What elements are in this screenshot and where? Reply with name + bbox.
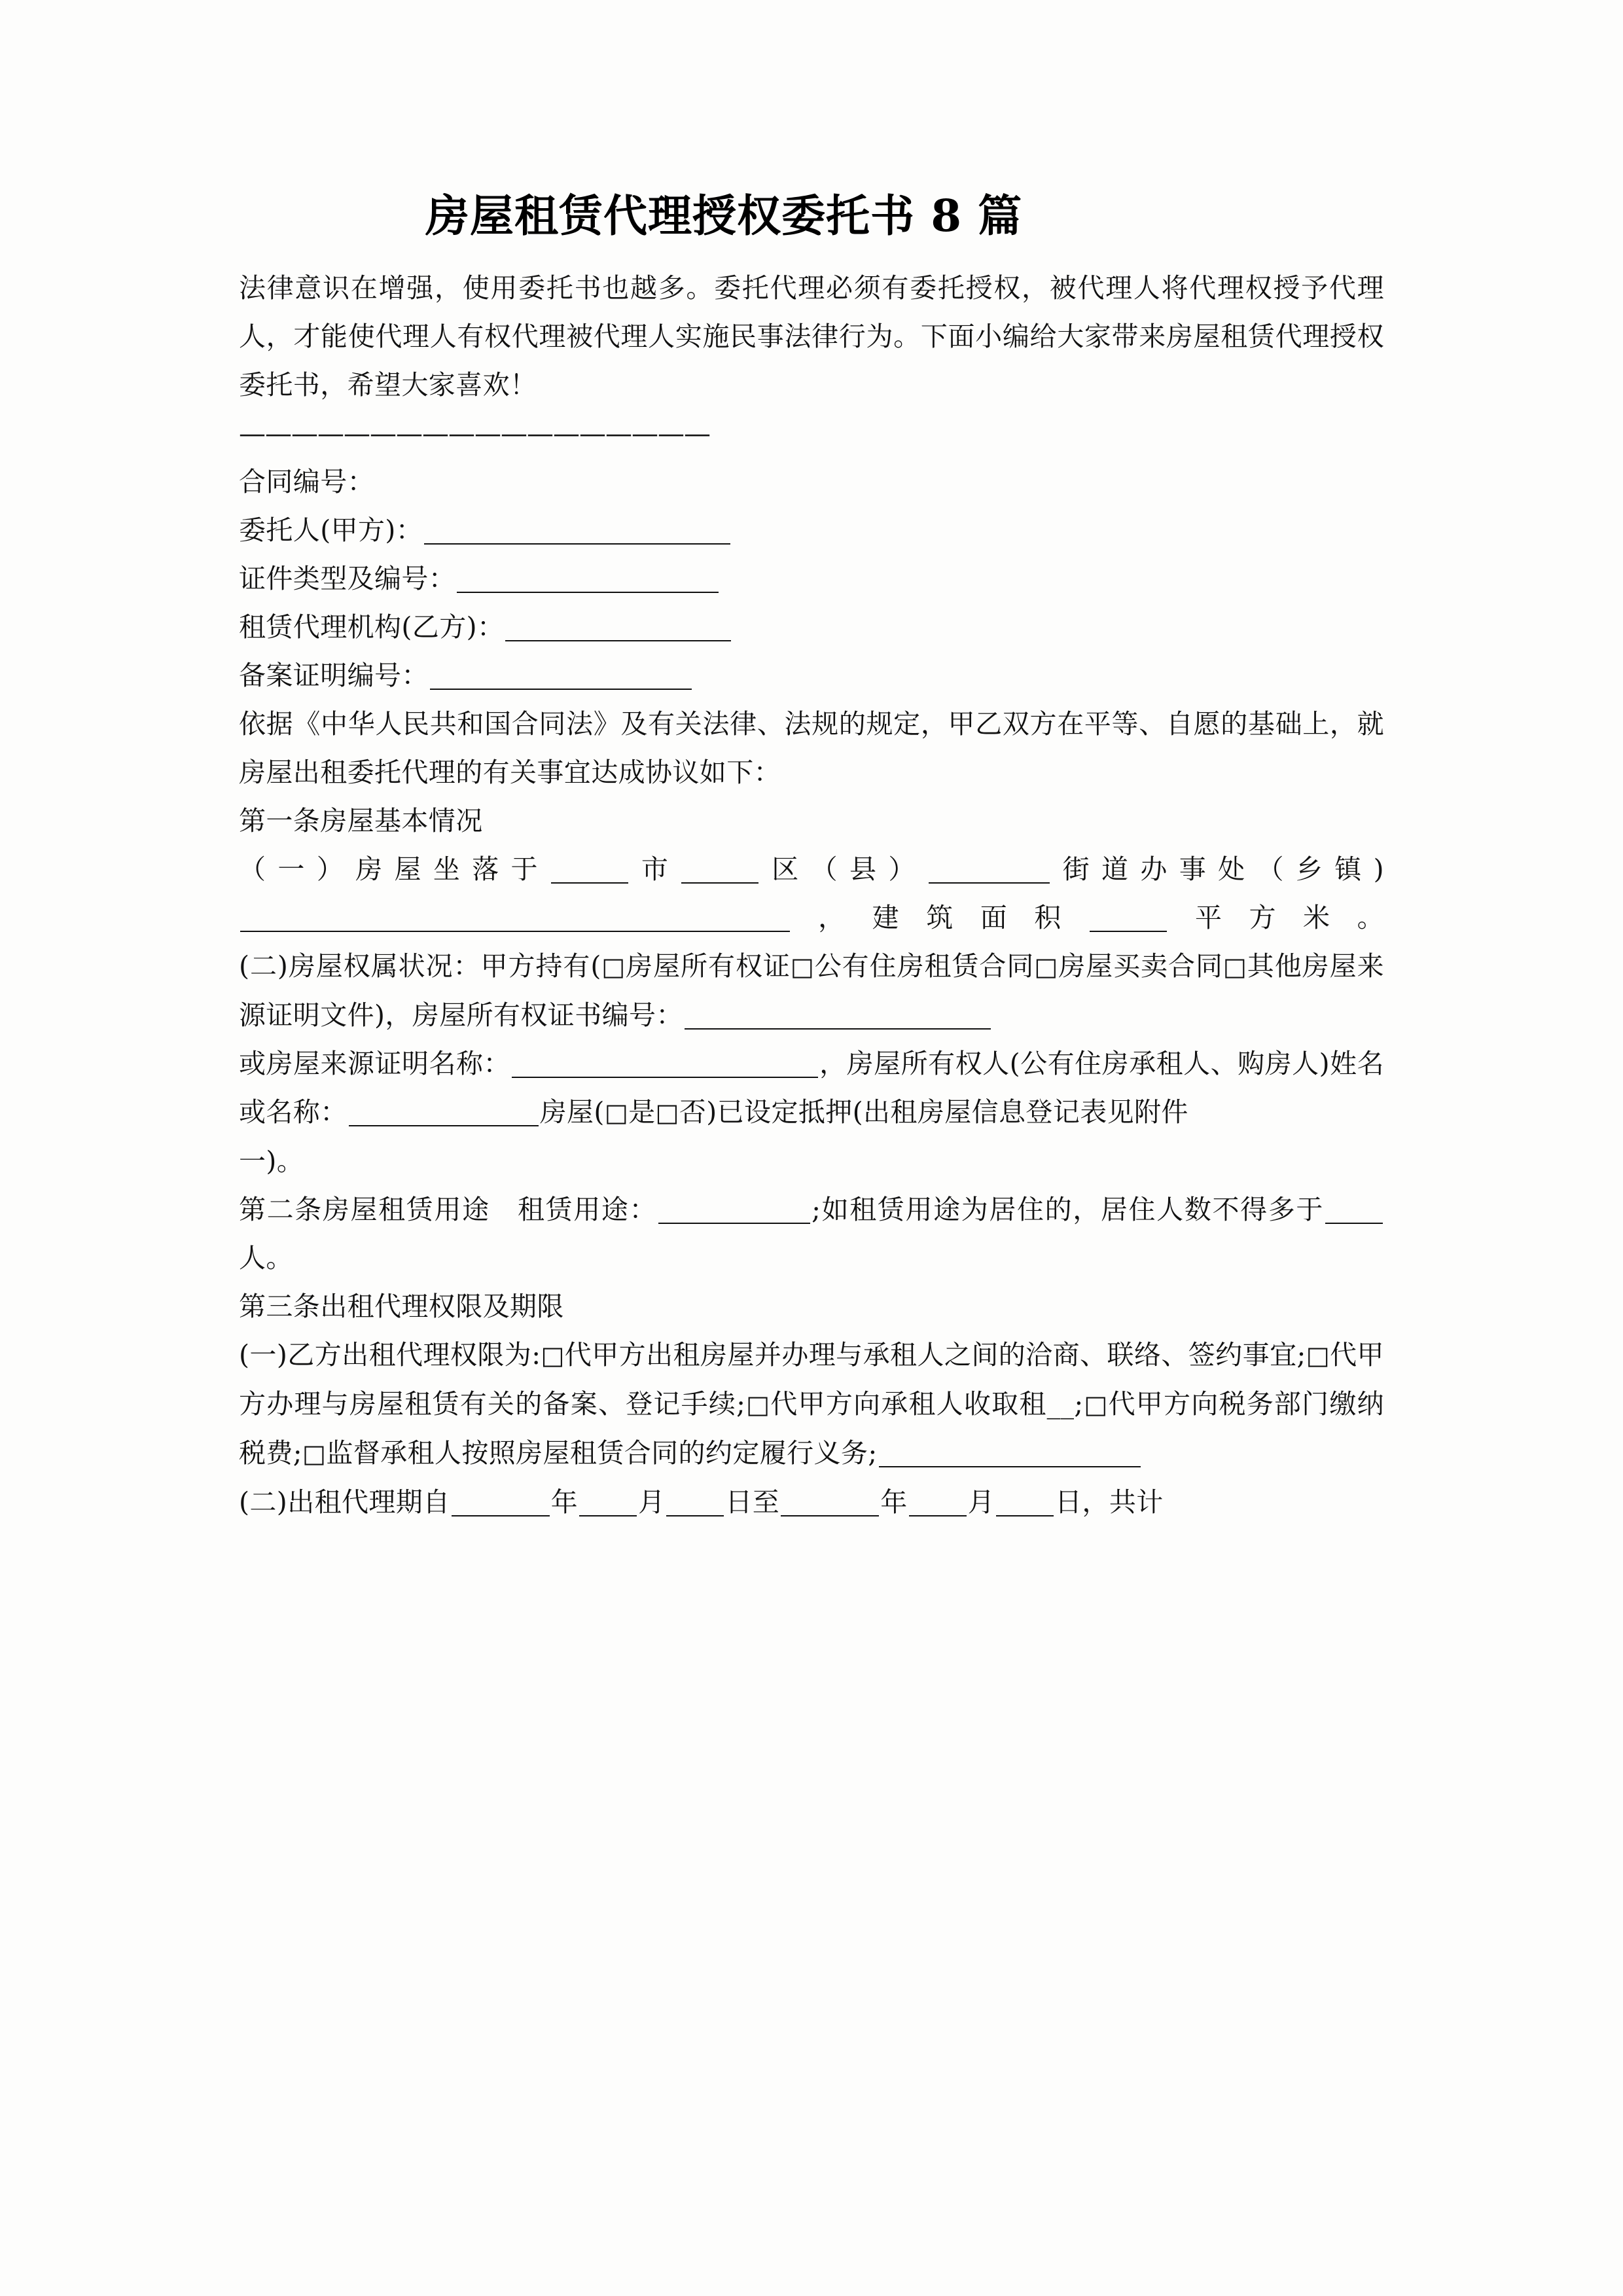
party-a-label: 委托人(甲方)： [239, 514, 423, 547]
usage-label: 租赁用途： [516, 1194, 658, 1226]
clause-1-prefix: （一）房屋坐落于 [239, 853, 550, 886]
article-3-clause-1 [239, 1331, 1384, 1478]
source-proof-name-blank[interactable] [512, 1048, 818, 1078]
legal-basis-paragraph: 依据《中华人民共和国合同法》及有关法律、法规的规定，甲乙双方在平等、自愿的基础上，就房屋出租委托代理的有关事宜达成协议如下： [239, 708, 1384, 789]
article-1-clause-2-end: 一)。 [239, 1145, 304, 1177]
option-public-housing-lease: 公有住房租赁合同 [814, 950, 1035, 982]
option-agency-pay-tax: 代甲方向税务部门缴纳税费; [239, 1388, 1385, 1469]
address-blank[interactable] [240, 902, 790, 932]
checkbox-icon-agency-collect-rent[interactable]: □ [745, 1390, 771, 1420]
article-3-clause-2-prefix: (二)出租代理期自 [239, 1486, 450, 1518]
record-number-blank[interactable] [430, 660, 692, 690]
option-other-proof: 其他房屋来源证明文件)，房屋所有权证书编号： [239, 950, 1384, 1031]
article-1-heading: 第一条房屋基本情况 [239, 805, 483, 837]
usage-tail: ;如租赁用途为居住的，居住人数不得多于 [812, 1194, 1324, 1226]
page-title: 房屋租赁代理授权委托书 8 篇 [425, 190, 1023, 242]
option-agency-registration: 代甲方办理与房屋租赁有关的备案、登记手续; [239, 1339, 1384, 1420]
option-sale-contract: 房屋买卖合同 [1058, 950, 1223, 982]
option-supervise-tenant: 监督承租人按照房屋租赁合同的约定履行义务; [326, 1437, 878, 1469]
start-day-blank[interactable] [666, 1486, 724, 1516]
document-content [239, 190, 1384, 1526]
end-day-label: 日，共计 [1055, 1486, 1164, 1518]
option-agency-rent-out: 代甲方出租房屋并办理与承租人之间的洽商、联络、签约事宜; [564, 1339, 1306, 1371]
checkbox-icon-mortgage-yes[interactable]: □ [604, 1098, 629, 1128]
start-year-label: 年 [550, 1486, 578, 1518]
article-3-heading: 第三条出租代理权限及期限 [239, 1291, 564, 1323]
agency-blank[interactable] [505, 611, 731, 641]
article-1-clause-1 [239, 845, 1384, 942]
start-year-blank[interactable] [452, 1486, 550, 1516]
field-contract-number [239, 457, 1384, 506]
other-duty-blank[interactable] [879, 1437, 1141, 1467]
option-mortgage-yes: 是 [628, 1096, 656, 1128]
article-3-clause-2 [239, 1478, 1384, 1526]
article-2-heading: 第二条房屋租赁用途 [239, 1194, 490, 1226]
field-id-type [239, 554, 1384, 603]
checkbox-icon-supervise-tenant[interactable]: □ [302, 1439, 327, 1469]
option-mortgage-no: 否)已设定抵押(出租房屋信息登记表见附件 [679, 1096, 1188, 1128]
checkbox-icon-agency-rent-out[interactable]: □ [541, 1341, 565, 1371]
mortgage-prefix: 房屋( [539, 1096, 605, 1128]
end-month-blank[interactable] [909, 1486, 967, 1516]
article-1-clause-2 [239, 942, 1384, 1039]
article-2 [239, 1185, 1384, 1282]
option-agency-collect-rent: 代甲方向承租人收取租 [770, 1388, 1047, 1420]
source-proof-name-label: 或房屋来源证明名称： [239, 1048, 510, 1080]
field-agency [239, 603, 1384, 651]
area-unit: 平方米。 [1168, 902, 1384, 934]
district-blank[interactable] [681, 853, 758, 884]
end-year-blank[interactable] [781, 1486, 879, 1516]
owner-name-label: ，房屋所有权人(公有住房承租人、购房人)姓名或名称： [239, 1048, 1384, 1128]
field-party-a [239, 506, 1384, 554]
street-blank[interactable] [929, 853, 1050, 884]
usage-blank[interactable] [658, 1194, 810, 1224]
start-month-blank[interactable] [579, 1486, 637, 1516]
start-day-label: 日至 [725, 1486, 780, 1518]
record-number-label: 备案证明编号： [239, 660, 429, 692]
collect-rent-blank-underscore[interactable]: __ [1046, 1388, 1075, 1420]
end-year-label: 年 [880, 1486, 908, 1518]
usage-tail2: 人。 [239, 1242, 293, 1274]
city-blank[interactable] [551, 853, 628, 884]
city-label: 市 [629, 853, 681, 886]
street-label: 街道办事处（乡镇) [1050, 853, 1385, 886]
id-type-blank[interactable] [457, 563, 719, 593]
id-type-label: 证件类型及编号： [239, 563, 456, 595]
ownership-cert-number-blank[interactable] [685, 999, 991, 1030]
area-blank[interactable] [1090, 902, 1167, 932]
checkbox-icon-agency-pay-tax[interactable]: □ [1083, 1390, 1109, 1420]
article-1-clause-2-cont [239, 1039, 1384, 1137]
checkbox-icon-mortgage-no[interactable]: □ [655, 1098, 679, 1128]
checkbox-icon-public-housing-lease[interactable]: □ [790, 952, 815, 982]
owner-name-blank[interactable] [349, 1096, 539, 1126]
option-ownership-cert: 房屋所有权证 [626, 950, 791, 982]
clause-2-prefix: (二)房屋权属状况：甲方持有( [239, 950, 601, 982]
checkbox-icon-sale-contract[interactable]: □ [1034, 952, 1059, 982]
field-record-number [239, 651, 1384, 700]
checkbox-icon-agency-registration[interactable]: □ [1306, 1341, 1330, 1371]
end-month-label: 月 [967, 1486, 995, 1518]
intro-paragraph: 法律意识在增强，使用委托书也越多。委托代理必须有委托授权，被代理人将代理权授予代理人，才能使代理人有权代理被代理人实施民事法律行为。下面小编给大家带来房屋租赁代理授权委托书，希望大家喜欢！ [239, 272, 1384, 401]
checkbox-icon-other-proof[interactable]: □ [1222, 952, 1247, 982]
occupant-count-blank[interactable] [1325, 1194, 1383, 1224]
horizontal-divider: —————————————————— [239, 418, 710, 450]
agency-label: 租赁代理机构(乙方)： [239, 611, 505, 643]
end-day-blank[interactable] [996, 1486, 1054, 1516]
contract-number-label: 合同编号： [239, 466, 374, 498]
checkbox-icon-ownership-cert[interactable]: □ [601, 952, 626, 982]
party-a-blank[interactable] [424, 514, 730, 545]
start-month-label: 月 [638, 1486, 666, 1518]
district-label: 区（县） [760, 853, 927, 886]
area-label: ，建筑面积 [791, 902, 1088, 934]
article-3-clause-1-prefix: (一)乙方出租代理权限为: [239, 1339, 541, 1371]
collect-rent-separator: ; [1074, 1388, 1084, 1420]
